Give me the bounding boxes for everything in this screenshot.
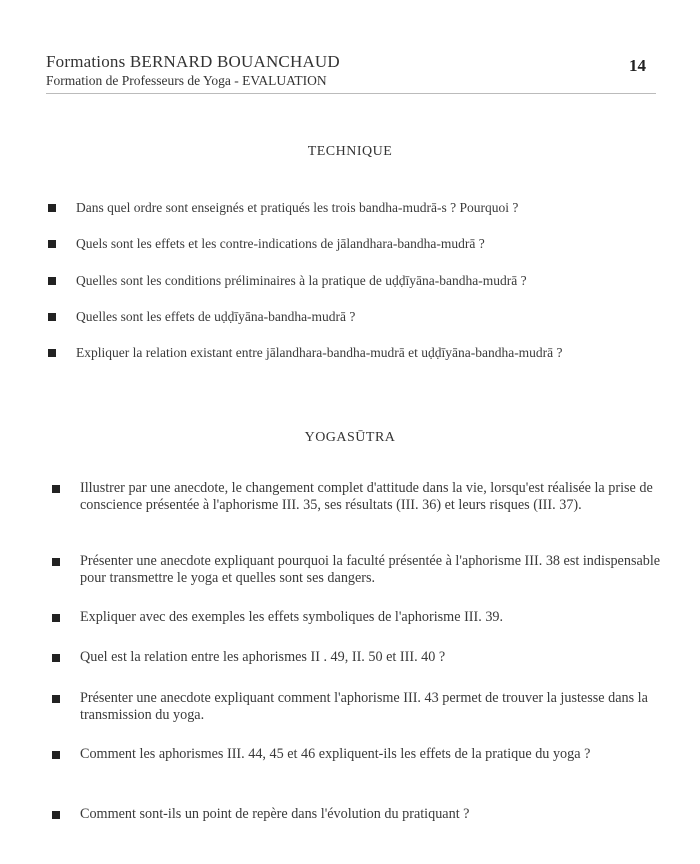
list-item [48, 272, 660, 289]
question-text: Quelles sont les effets de uḍḍīyāna-bandha-mudrā ? [76, 309, 356, 324]
list-item [52, 553, 672, 587]
list-item [52, 609, 672, 626]
bullet-icon [48, 240, 56, 248]
list-item [52, 806, 672, 823]
header-divider [46, 93, 656, 94]
list-item [48, 199, 660, 216]
question-text: Présenter une anecdote expliquant pourquoi la faculté présentée à l'aphorisme III. 38 est indispensable pour transmettre le yoga et quelles sont ses dangers. [80, 553, 661, 586]
bullet-icon [52, 695, 60, 703]
bullet-icon [52, 558, 60, 566]
section-title-yogasutra: YOGASŪTRA [304, 430, 396, 445]
question-text: Quel est la relation entre les aphorismes II . 49, II. 50 et III. 40 ? [80, 649, 446, 665]
bullet-icon [52, 485, 60, 493]
bullet-icon [52, 654, 60, 662]
list-item [52, 480, 672, 514]
question-text: Comment les aphorismes III. 44, 45 et 46 expliquent-ils les effets de la pratique du yoga ? [80, 746, 591, 762]
list-item [48, 344, 660, 361]
bullet-icon [48, 313, 56, 321]
page-number: 14 [629, 56, 646, 75]
bullet-icon [48, 349, 56, 357]
bullet-icon [52, 751, 60, 759]
bullet-icon [52, 614, 60, 622]
list-item [48, 308, 660, 325]
bullet-icon [52, 811, 60, 819]
question-text: Expliquer avec des exemples les effets symboliques de l'aphorisme III. 39. [80, 609, 504, 625]
list-item [52, 690, 672, 724]
question-text: Présenter une anecdote expliquant comment l'aphorisme III. 43 permet de trouver la justesse dans la transmission du yoga. [80, 690, 648, 723]
question-text: Quels sont les effets et les contre-indications de jālandhara-bandha-mudrā ? [76, 236, 485, 251]
question-text: Comment sont-ils un point de repère dans l'évolution du pratiquant ? [80, 806, 470, 822]
document-header [46, 52, 666, 89]
question-text: Illustrer par une anecdote, le changement complet d'attitude dans la vie, lorsqu'est réalisée la prise de conscience présentée à l'aphorisme III. 35, ses résultats (III. 36) et leurs risques (III. 37). [80, 480, 653, 513]
document-subtitle: Formation de Professeurs de Yoga - EVALUATION [46, 73, 327, 88]
question-text: Dans quel ordre sont enseignés et pratiqués les trois bandha-mudrā-s ? Pourquoi ? [76, 200, 519, 215]
section-title-technique: TECHNIQUE [307, 144, 393, 159]
question-text: Expliquer la relation existant entre jālandhara-bandha-mudrā et uḍḍīyāna-bandha-mudrā ? [76, 345, 563, 360]
list-item [52, 649, 672, 666]
list-item [48, 235, 660, 252]
list-item [52, 746, 672, 763]
bullet-icon [48, 204, 56, 212]
question-text: Quelles sont les conditions préliminaires à la pratique de uḍḍīyāna-bandha-mudrā ? [76, 273, 527, 288]
bullet-icon [48, 277, 56, 285]
organization-name: Formations BERNARD BOUANCHAUD [46, 52, 340, 71]
